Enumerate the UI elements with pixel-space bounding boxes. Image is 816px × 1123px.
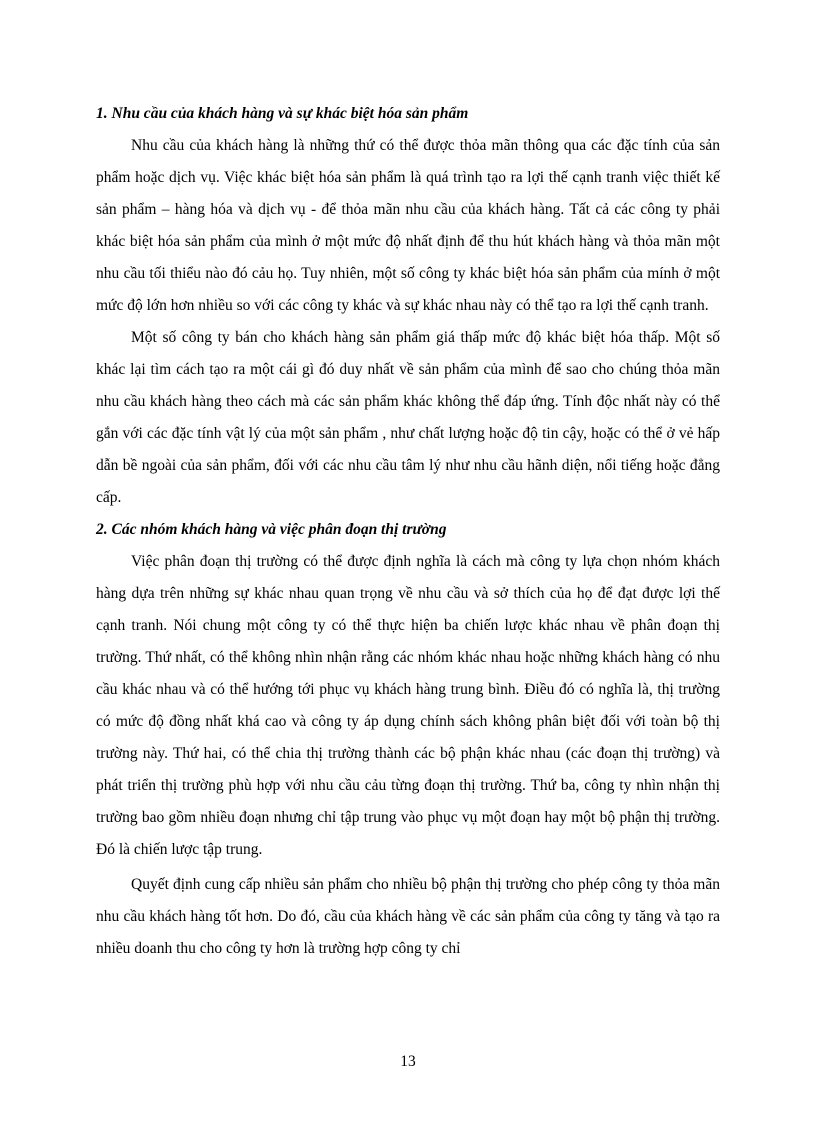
section-market-segmentation xyxy=(96,514,720,965)
section-heading: 1. Nhu cầu của khách hàng và sự khác biệt hóa sản phẩm xyxy=(96,105,469,122)
paragraph: Việc phân đoạn thị trường có thể được định nghĩa là cách mà công ty lựa chọn nhóm khách hàng dựa trên những sự khác nhau quan trọng về nhu cầu và sở thích của họ để đạt được lợi thế cạnh tranh. Nói chung một công ty có thể thực hiện ba chiến lược khác nhau về phân đoạn thị trường. Thứ nhất, có thể không nhìn nhận rằng các nhóm khác nhau hoặc những khách hàng có nhu cầu khác nhau và có thể hướng tới phục vụ khách hàng trung bình. Điều đó có nghĩa là, thị trường có mức độ đồng nhất khá cao và công ty áp dụng chính sách không phân biệt đối với toàn bộ thị trường này. Thứ hai, có thể chia thị trường thành các bộ phận khác nhau (các đoạn thị trường) và phát triển thị trường phù hợp với nhu cầu cảu từng đoạn thị trường. Thứ ba, công ty nhìn nhận thị trường bao gồm nhiều đoạn nhưng chỉ tập trung vào phục vụ một đoạn hay một bộ phận thị trường. Đó là chiến lược tập trung. xyxy=(96,553,720,858)
section-customer-needs xyxy=(96,98,720,514)
section-heading: 2. Các nhóm khách hàng và việc phân đoạn thị trường xyxy=(96,521,447,538)
paragraph: Một số công ty bán cho khách hàng sản phẩm giá thấp mức độ khác biệt hóa thấp. Một số khác lại tìm cách tạo ra một cái gì đó duy nhất về sản phẩm của mình để sao cho chúng thỏa mãn nhu cầu khách hàng theo cách mà các sản phẩm khác không thể đáp ứng. Tính độc nhất này có thể gắn với các đặc tính vật lý của một sản phẩm , như chất lượng hoặc độ tin cậy, hoặc có thể ở vẻ hấp dẫn bề ngoài của sản phẩm, đối với các nhu cầu tâm lý như nhu cầu hãnh diện, nổi tiếng hoặc đẳng cấp. xyxy=(96,329,720,506)
page-number: 13 xyxy=(400,1053,416,1070)
paragraph: Quyết định cung cấp nhiều sản phẩm cho nhiều bộ phận thị trường cho phép công ty thỏa mãn nhu cầu khách hàng tốt hơn. Do đó, cầu của khách hàng về các sản phẩm của công ty tăng và tạo ra nhiều doanh thu cho công ty hơn là trường hợp công ty chỉ xyxy=(96,876,720,957)
document-page xyxy=(96,98,720,965)
paragraph: Nhu cầu của khách hàng là những thứ có thể được thỏa mãn thông qua các đặc tính của sản phẩm hoặc dịch vụ. Việc khác biệt hóa sản phẩm là quá trình tạo ra lợi thế cạnh tranh việc thiết kế sản phẩm – hàng hóa và dịch vụ - để thỏa mãn nhu cầu của khách hàng. Tất cả các công ty phải khác biệt hóa sản phẩm của mình ở một mức độ nhất định để thu hút khách hàng và thỏa mãn một nhu cầu tối thiểu nào đó cảu họ. Tuy nhiên, một số công ty khác biệt hóa sản phẩm của mính ở một mức độ lớn hơn nhiều so với các công ty khác và sự khác nhau này có thể tạo ra lợi thế cạnh tranh. xyxy=(96,137,720,314)
